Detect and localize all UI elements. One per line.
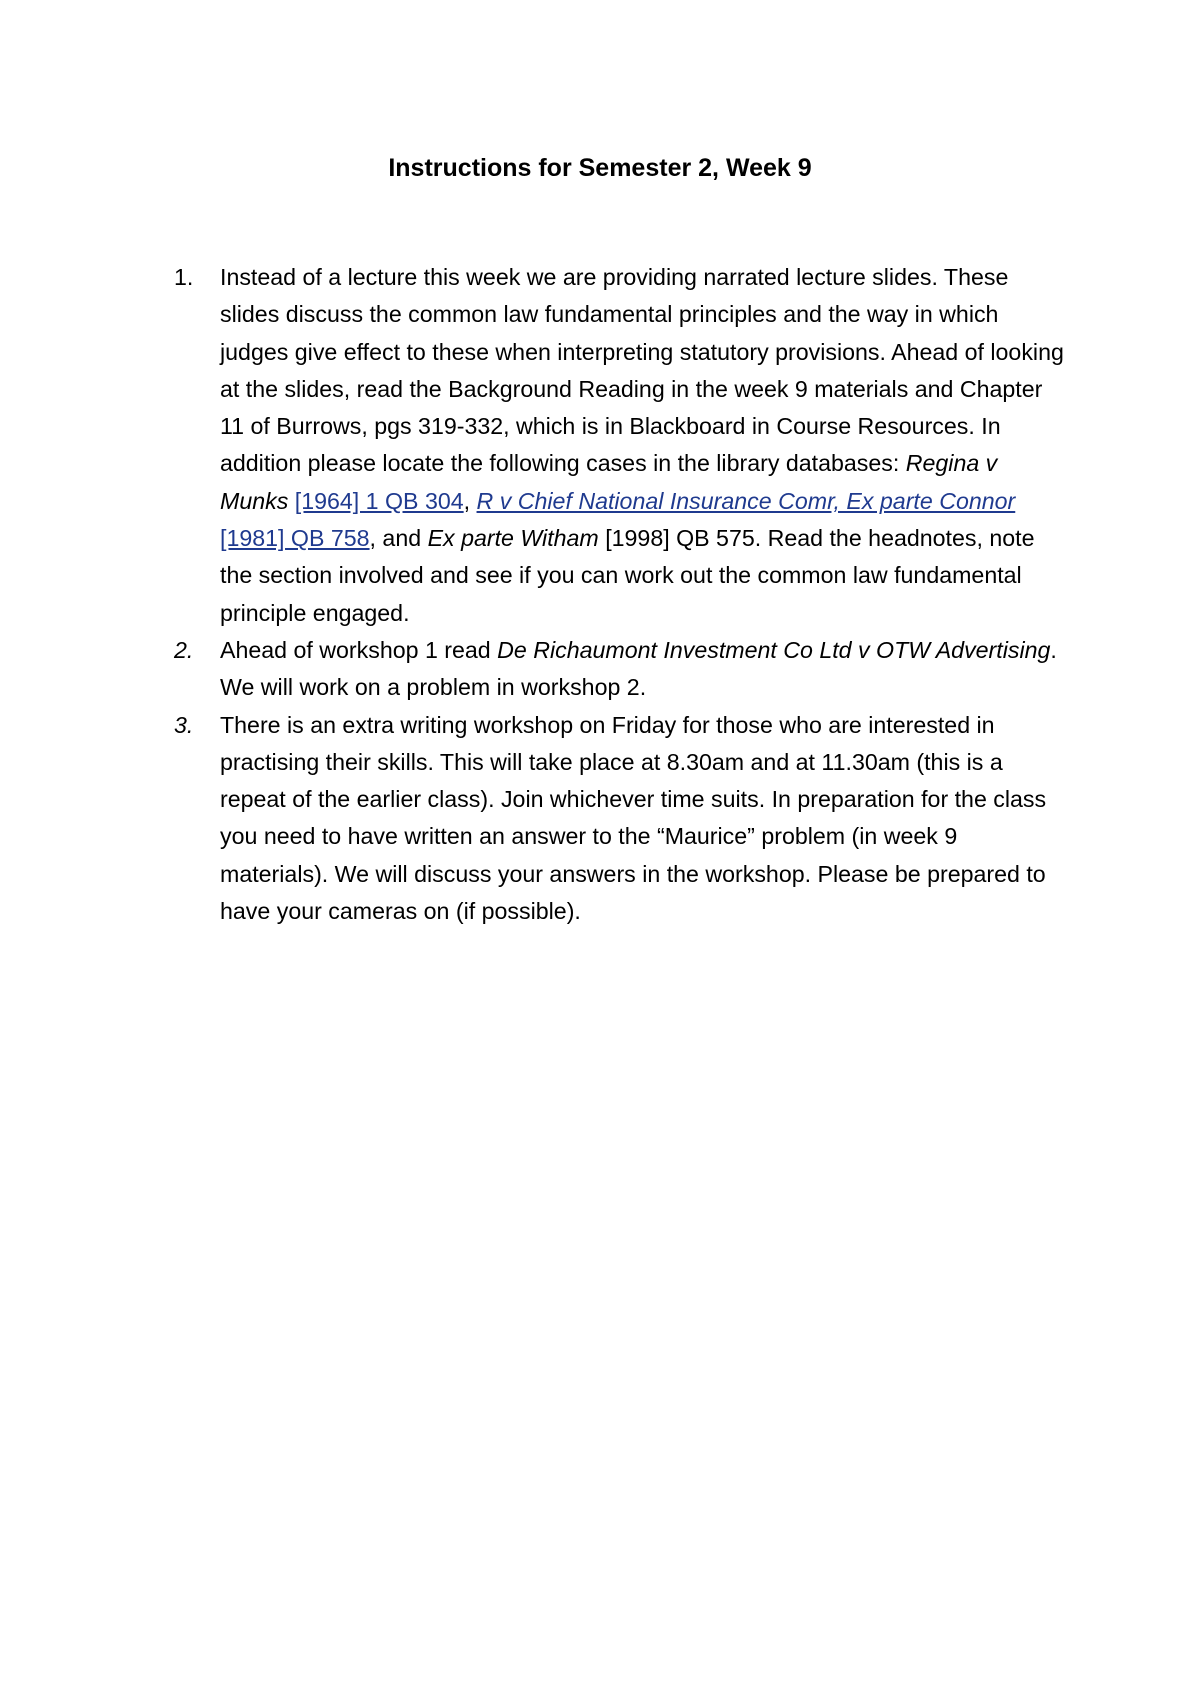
- text-run: [1998] QB 575. Read the headnotes, note the section involved and see if you can work out the common law fundamental principle engaged.: [220, 525, 1035, 626]
- list-marker: 2.: [174, 636, 194, 663]
- text-run: Instead of a lecture this week we are providing narrated lecture slides. These slides discuss the common law fundamental principles and the way in which judges give effect to these when interpreting statutory provisions. Ahead of looking at the slides, read the Background Reading in the week 9 materials and Chapter 11 of Burrows, pgs 319-332, which is in Blackboard in Course Resources. In addition please locate the following cases in the library databases:: [220, 264, 1064, 477]
- list-marker: 3.: [174, 711, 194, 738]
- citation-link[interactable]: [1964] 1 QB 304: [294, 487, 464, 514]
- list-item-text: [220, 632, 1070, 707]
- citation-link[interactable]: [1981] QB 758: [220, 525, 370, 552]
- list-item: [174, 707, 1070, 931]
- case-name: R v Chief National Insurance Comr, Ex parte Connor: [476, 487, 1016, 514]
- case-name: Ex parte Witham: [427, 525, 599, 552]
- text-run: , and: [369, 525, 428, 552]
- case-name: De Richaumont Investment Co Ltd v OTW Advertising: [497, 636, 1051, 663]
- list-item: [174, 259, 1070, 632]
- case-name: Regina v Munks: [220, 450, 998, 514]
- list-item: [174, 632, 1070, 707]
- text-run: ,: [463, 487, 477, 514]
- list-item-text: There is an extra writing workshop on Friday for those who are interested in practising their skills. This will take place at 8.30am and at 11.30am (this is a repeat of the earlier class). Join whichever time suits. In preparation for the class you need to have written an answer to the “Maurice” problem (in week 9 materials). We will discuss your answers in the workshop. Please be prepared to have your cameras on (if possible).: [220, 711, 1047, 925]
- instruction-list: [174, 259, 1070, 930]
- case-link[interactable]: [477, 488, 1016, 514]
- list-item-text: [220, 259, 1070, 632]
- list-marker: 1.: [174, 264, 194, 290]
- text-run: Ahead of workshop 1 read: [220, 636, 498, 663]
- page-title: Instructions for Semester 2, Week 9: [388, 154, 812, 182]
- text-run: . We will work on a problem in workshop 2.: [220, 636, 1057, 701]
